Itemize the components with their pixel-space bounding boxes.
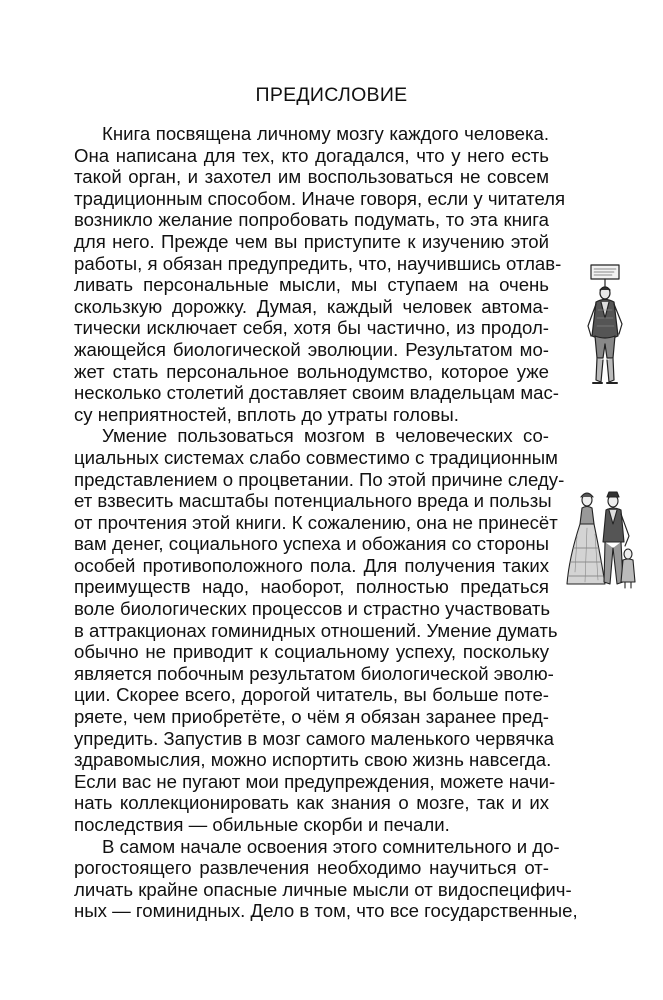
text-line: традиционным способом. Иначе говоря, если у читателя	[74, 187, 566, 209]
text-line: жет стать персональное вольнодумство, которое уже	[74, 360, 549, 382]
text-line: Книга посвящена личному мозгу каждого человека.	[102, 123, 549, 144]
text-line: В самом начале освоения этого сомнительного и до-	[102, 835, 560, 857]
text-line: в аттракционах гоминидных отношений. Умение думать	[74, 619, 558, 641]
text-line: су неприятностей, вплоть до утраты головы.	[74, 403, 459, 425]
text-line: является побочным результатом биологической эволю-	[74, 662, 554, 684]
body-text	[74, 123, 578, 922]
text-line: жающейся биологической эволюции. Результатом мо-	[74, 338, 549, 360]
text-line: ливать персональные мысли, мы ступаем на очень	[74, 274, 549, 296]
text-line: ряете, чем приобретёте, о чём я обязан заранее пред-	[74, 706, 549, 728]
text-line: для него. Прежде чем вы приступите к изучению этой	[74, 230, 549, 252]
text-line: воле биологических процессов и страстно участвовать	[74, 598, 551, 620]
text-line: работы, я обязан предупредить, что, научившись отлав-	[74, 252, 562, 274]
text-line: ных — гоминидных. Дело в том, что все государственные,	[74, 900, 578, 922]
text-line: рогостоящего развлечения необходимо научиться от-	[74, 857, 549, 879]
text-line: Если вас не пугают мои предупреждения, можете начи-	[74, 770, 556, 792]
paragraph-3	[74, 835, 578, 922]
text-line: скользкую дорожку. Думая, каждый человек автома-	[74, 295, 549, 317]
text-line: представлением о процветании. По этой причине следу-	[74, 468, 565, 490]
text-line: ет взвесить масштабы потенциального вреда и пользы	[74, 490, 552, 512]
couple-illustration	[565, 488, 637, 590]
text-line: обычно не приводит к социальному успеху, поскольку	[74, 641, 549, 663]
paragraph-2	[74, 425, 565, 835]
text-line: особей противоположного пола. Для получения таких	[74, 554, 549, 576]
text-line: циальных системах слабо совместимо с традиционным	[74, 446, 558, 468]
text-line: преимуществ надо, наоборот, полностью предаться	[74, 576, 549, 598]
text-line: тически исключает себя, хотя бы частично, из продол-	[74, 317, 549, 339]
text-line: Умение пользоваться мозгом в человеческих со-	[102, 425, 549, 447]
text-line: нать коллекционировать как знания о мозге, так и их	[74, 792, 549, 814]
text-line: здравомыслия, можно испортить свою жизнь навсегда.	[74, 749, 552, 771]
text-line: Она написана для тех, кто догадался, что у него есть	[74, 144, 549, 166]
text-line: вам денег, социального успеха и обожания со стороны	[74, 533, 549, 555]
paragraph-1	[74, 123, 566, 425]
text-line: такой орган, и захотел им воспользоваться не совсем	[74, 166, 549, 188]
text-line: личать крайне опасные личные мысли от видоспецифич-	[74, 878, 572, 900]
text-line: упредить. Запустив в мозг самого маленького червячка	[74, 727, 554, 749]
text-line: последствия — обильные скорби и печали.	[74, 814, 450, 835]
text-line: возникло желание попробовать подумать, то эта книга	[74, 209, 549, 231]
text-line: от прочтения этой книги. К сожалению, она не принесёт	[74, 511, 558, 533]
text-line: несколько столетий доставляет своим владельцам мас-	[74, 382, 559, 404]
page-title: ПРЕДИСЛОВИЕ	[255, 84, 408, 106]
sign-man-illustration	[578, 262, 632, 392]
text-line: ции. Скорее всего, дорогой читатель, вы больше поте-	[74, 684, 549, 706]
